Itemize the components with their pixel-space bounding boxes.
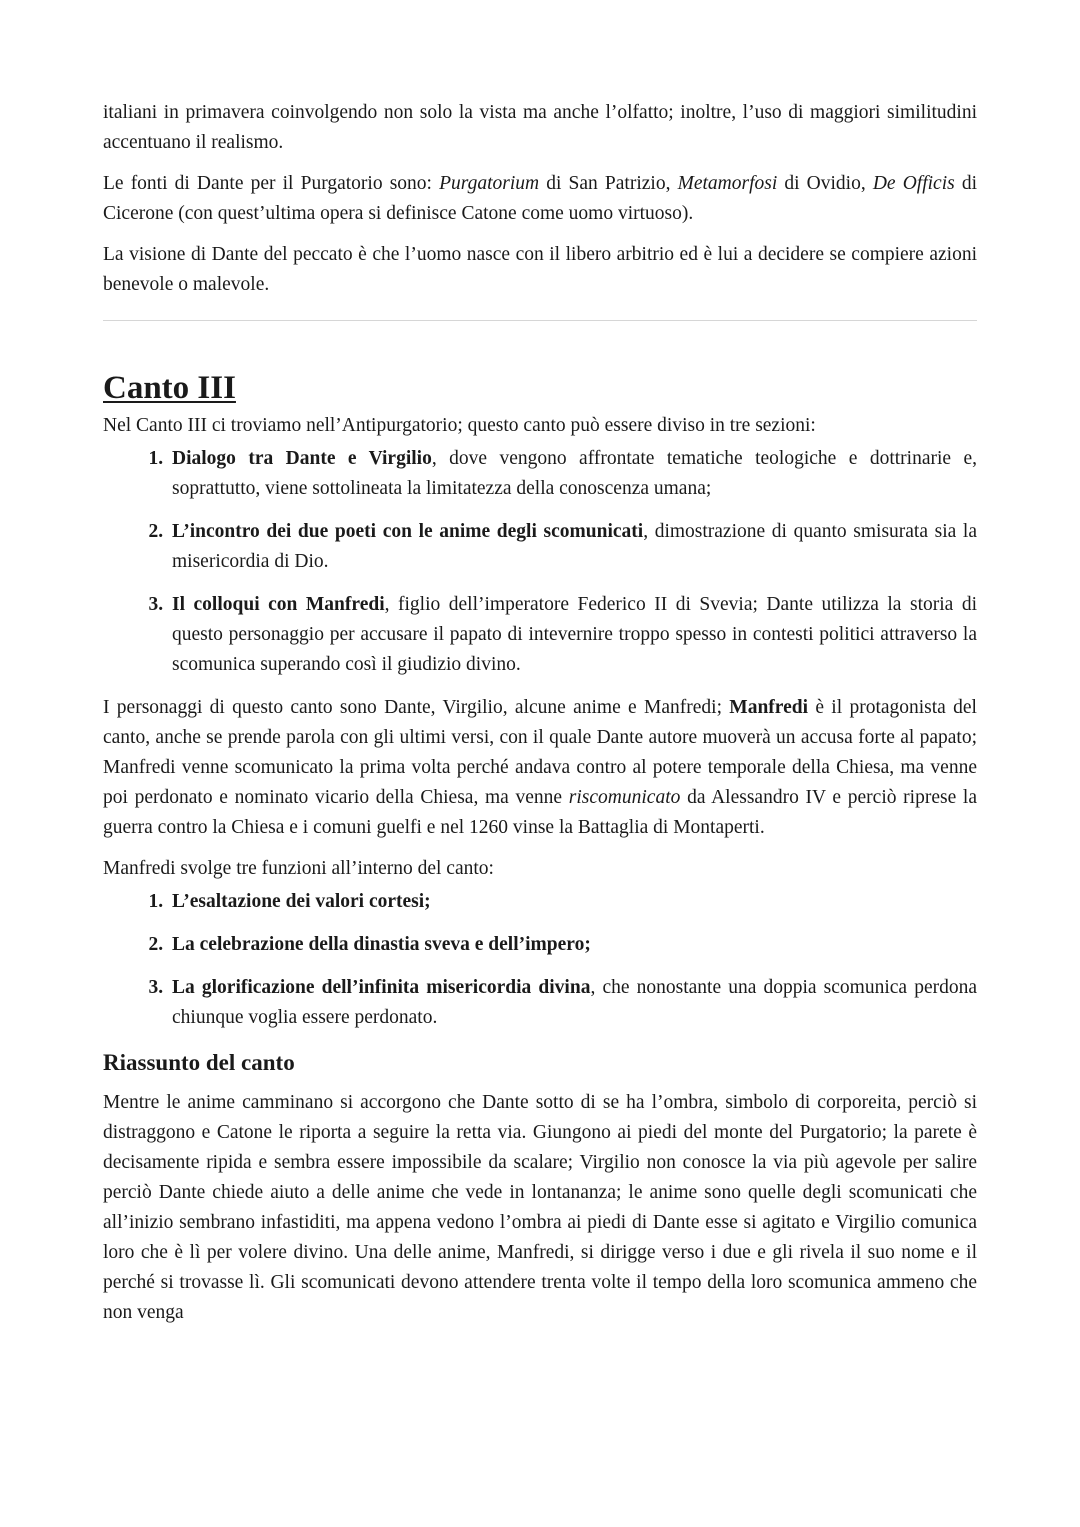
section-item-bold: Il colloqui con Manfredi bbox=[172, 594, 385, 615]
summary-paragraph: Mentre le anime camminano si accorgono che Dante sotto di se ha l’ombra, simbolo di corporeita, perciò si distraggono e Catone le riporta a seguire la retta via. Giungono ai piedi del monte del Purgatorio; la parete è decisamente ripida e sembra essere impossibile da scalare; Virgilio non conosce la via più agevole per salire perciò Dante chiede aiuto a delle anime che vede in lontananza; le anime sono quelle degli scomunicati che all’inizio sembrano infastiditi, ma appena vedono l’ombra ai piedi di Dante esse si agitato e Virgilio comunica loro che è lì per volere divino. Una delle anime, Manfredi, si dirigge verso i due e gli rivela il suo nome e il perché si trovasse lì. Gli scomunicati devono attendere trenta volte il tempo della loro scomunica ammeno che non venga bbox=[103, 1092, 977, 1323]
fonti-text-1: Le fonti di Dante per il Purgatorio sono: bbox=[103, 173, 440, 194]
function-item-1 bbox=[168, 887, 977, 917]
paragraph-olfatto: italiani in primavera coinvolgendo non solo la vista ma anche l’olfatto; inoltre, l’uso di maggiori similitudini accentuano il realismo. bbox=[103, 102, 977, 153]
section-item-2 bbox=[168, 517, 977, 577]
section-item-3 bbox=[168, 590, 977, 680]
horizontal-divider bbox=[103, 320, 977, 321]
personaggi-text-2: è il protagonista del canto, anche se prende parola con gli ultimi versi, con il quale Dante autore muoverà un accusa forte al papato; Manfredi venne scomunicato la prima volta perché andava contro al potere temporale della Chiesa, ma venne poi perdonato e nominato vicario della Chiesa, ma venne bbox=[103, 697, 977, 808]
personaggi-bold-manfredi: Manfredi bbox=[729, 697, 809, 718]
function-item-3 bbox=[168, 973, 977, 1033]
fonti-text-3: di Ovidio, bbox=[777, 173, 873, 194]
section-item-text: , dimostrazione di quanto smisurata sia la misericordia di Dio. bbox=[172, 521, 977, 572]
fonti-text-4: di Cicerone (con quest’ultima opera si definisce Catone come uomo virtuoso). bbox=[103, 173, 977, 224]
functions-intro: Manfredi svolge tre funzioni all’interno del canto: bbox=[103, 858, 494, 879]
fonti-text-2: di San Patrizio, bbox=[539, 173, 678, 194]
function-item-text: , che nonostante una doppia scomunica perdona chiunque voglia essere perdonato. bbox=[172, 977, 977, 1028]
paragraph-visione-peccato: La visione di Dante del peccato è che l’uomo nasce con il libero arbitrio ed è lui a decidere se compiere azioni benevole o malevole. bbox=[103, 244, 977, 295]
section-item-text: , dove vengono affrontate tematiche teologiche e dottrinarie e, soprattutto, viene sottolineata la limitatezza della conoscenza umana; bbox=[172, 448, 977, 499]
function-item-bold: La glorificazione dell’infinita misericordia divina bbox=[172, 977, 591, 998]
section-item-text: , figlio dell’imperatore Federico II di Svevia; Dante utilizza la storia di questo personaggio per accusare il papato di intevernire troppo spesso in contesti politici attraverso la scomunica superando così il giudizio divino. bbox=[172, 594, 977, 675]
section-item-bold: Dialogo tra Dante e Virgilio bbox=[172, 448, 432, 469]
function-item-bold: La celebrazione della dinastia sveva e dell’impero; bbox=[172, 934, 591, 955]
personaggi-text-1: I personaggi di questo canto sono Dante, Virgilio, alcune anime e Manfredi; bbox=[103, 697, 730, 718]
function-item-2 bbox=[168, 930, 977, 960]
fonti-title-purgatorium: Purgatorium bbox=[439, 173, 540, 194]
fonti-title-metamorfosi: Metamorfosi bbox=[677, 173, 778, 194]
personaggi-text-3: da Alessandro IV e perciò riprese la guerra contro la Chiesa e i comuni guelfi e nel 1260 vinse la Battaglia di Montaperti. bbox=[103, 787, 977, 838]
canto-title: Canto III bbox=[103, 370, 236, 406]
section-item-1 bbox=[168, 444, 977, 504]
paragraph-personaggi bbox=[103, 693, 977, 843]
sections-list bbox=[103, 444, 977, 680]
section-item-bold: L’incontro dei due poeti con le anime degli scomunicati bbox=[172, 521, 644, 542]
personaggi-italic-riscomunicato: riscomunicato bbox=[568, 787, 681, 808]
paragraph-fonti bbox=[103, 169, 977, 229]
functions-list bbox=[103, 887, 977, 1033]
fonti-title-de-officis: De Officis bbox=[872, 173, 955, 194]
canto-intro: Nel Canto III ci troviamo nell’Antipurgatorio; questo canto può essere diviso in tre sezioni: bbox=[103, 415, 816, 436]
summary-heading: Riassunto del canto bbox=[103, 1050, 295, 1075]
function-item-bold: L’esaltazione dei valori cortesi; bbox=[172, 891, 431, 912]
